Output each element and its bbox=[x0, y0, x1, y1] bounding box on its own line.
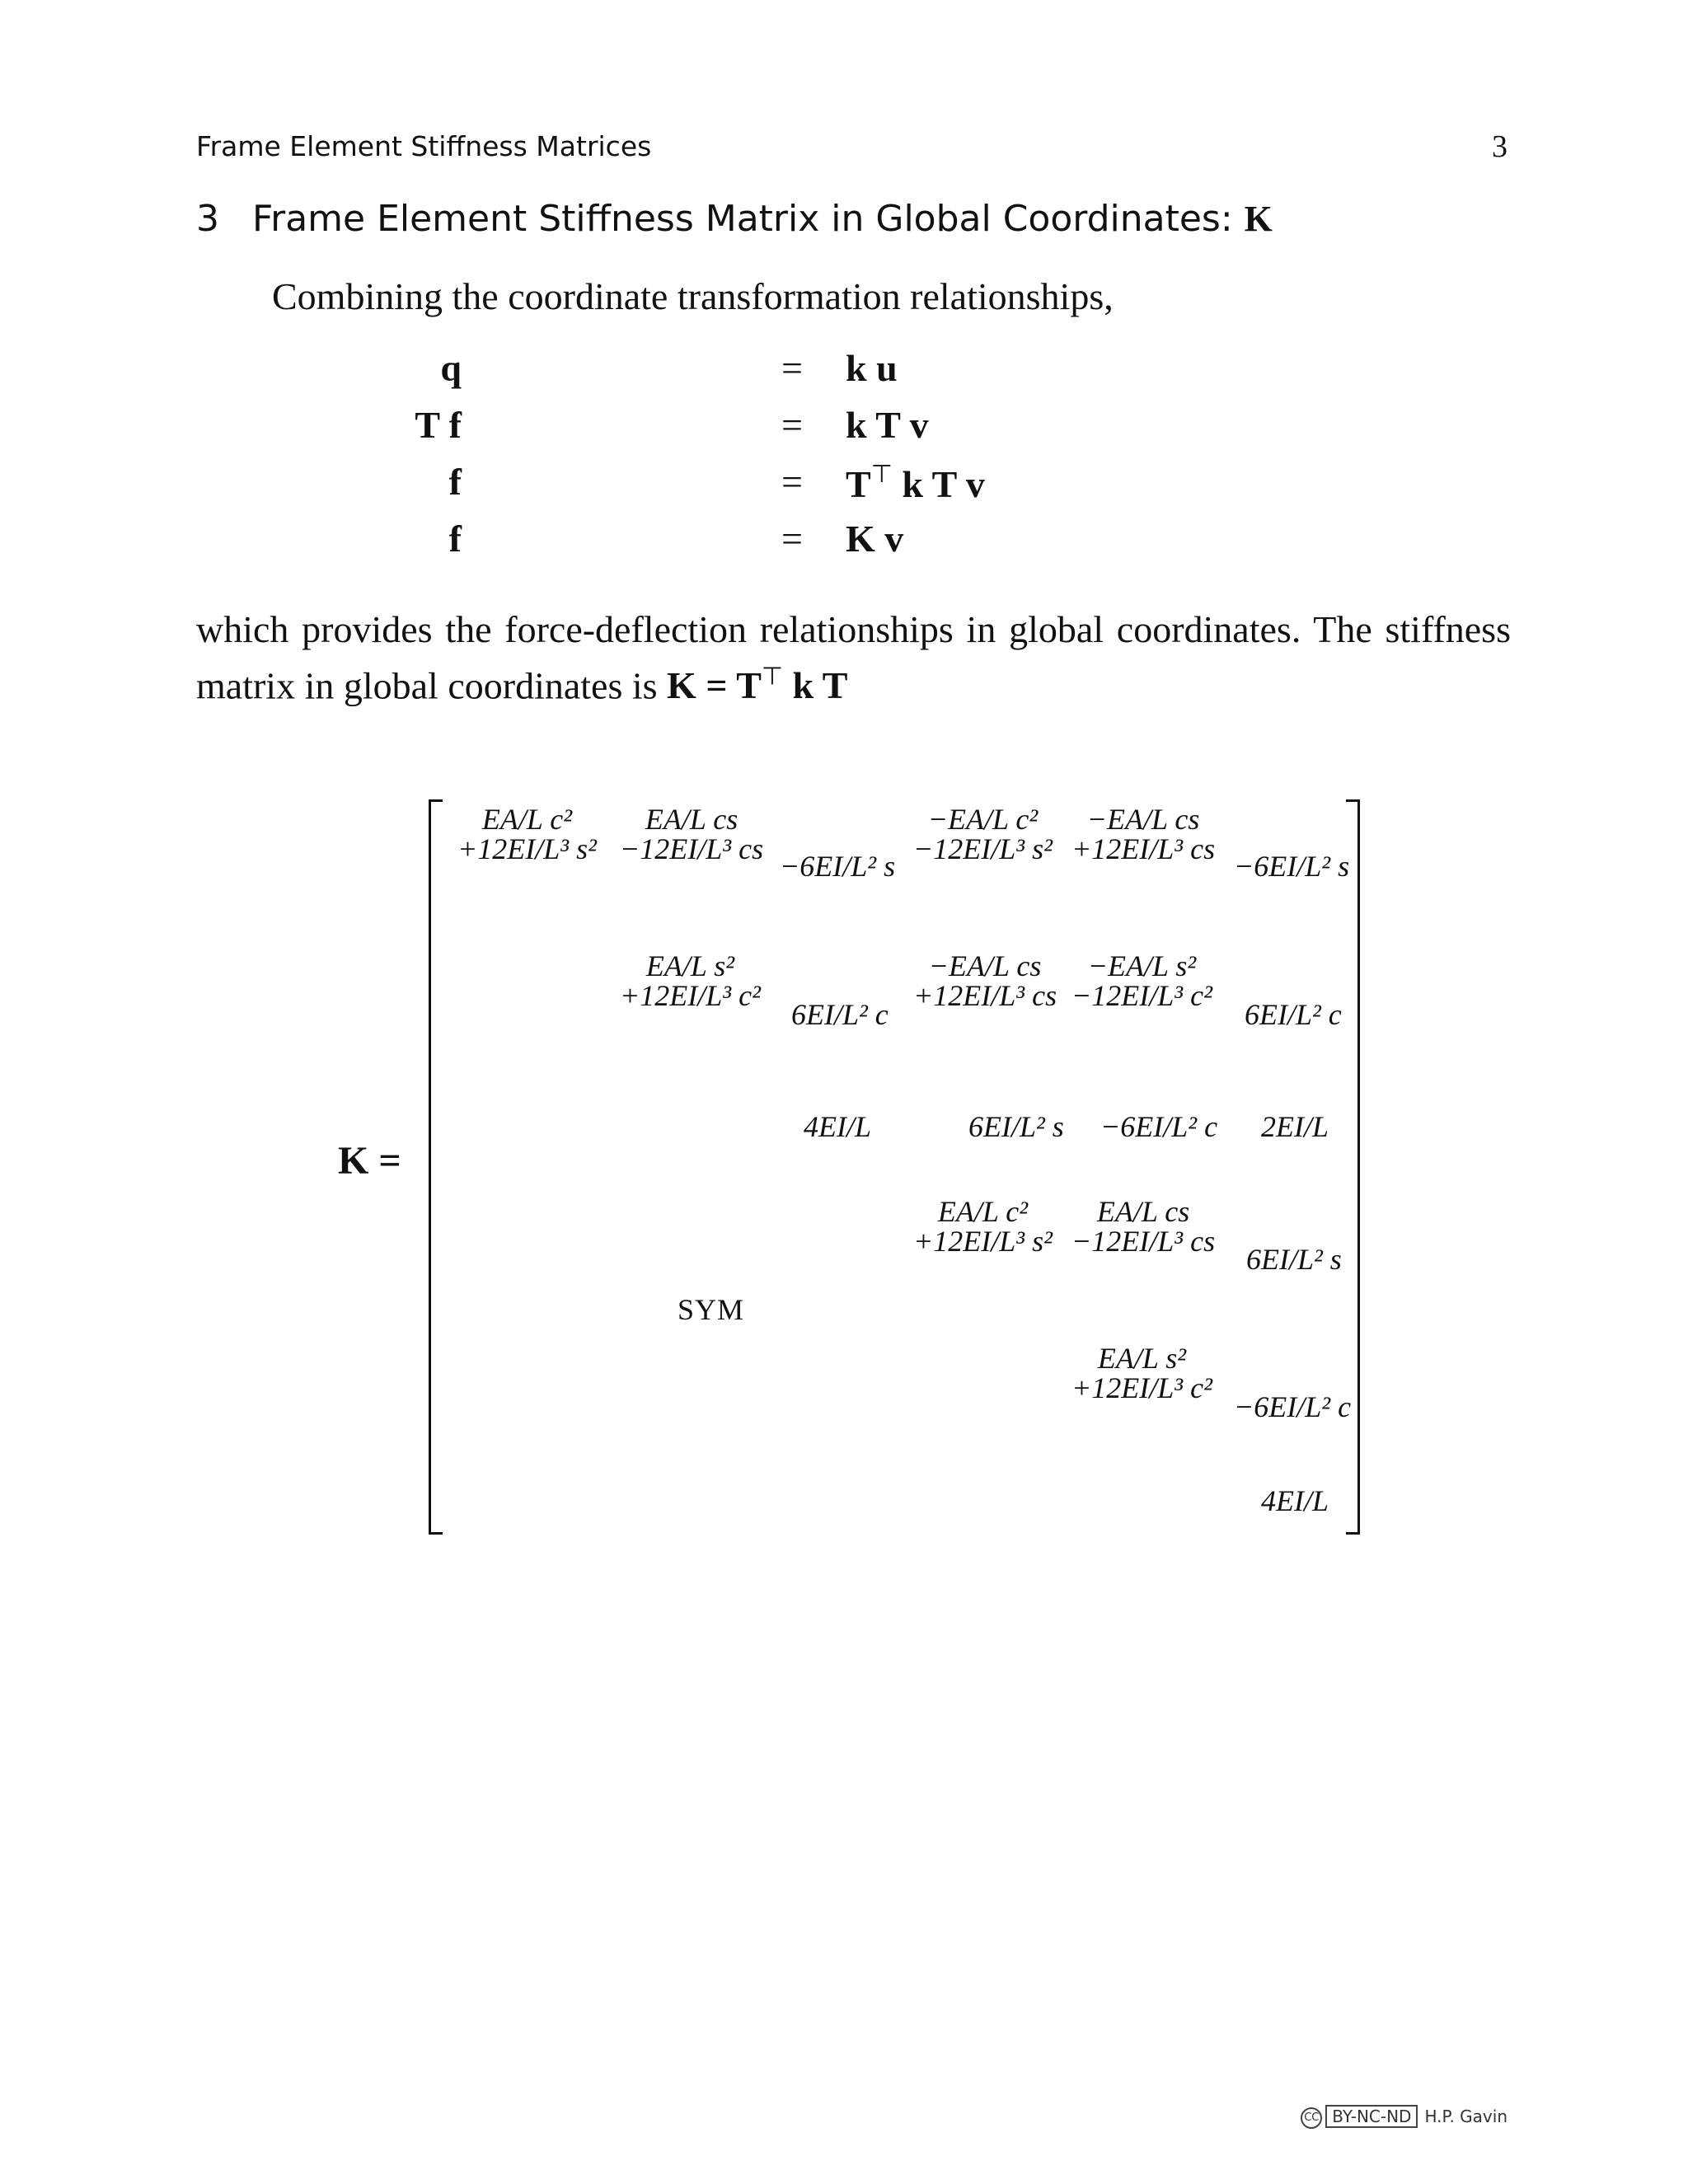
transpose-symbol: ⊤ bbox=[870, 460, 893, 489]
equation-rhs bbox=[846, 460, 985, 506]
matrix-cell: 4EI/L bbox=[804, 1110, 872, 1143]
cell-term: +12EI/L³ c² bbox=[620, 979, 761, 1012]
matrix-cell bbox=[1071, 804, 1215, 864]
matrix-lhs bbox=[338, 1138, 401, 1183]
formula-transpose: ⊤ bbox=[761, 663, 784, 691]
equation-lhs: q bbox=[440, 347, 462, 389]
matrix-cell: −6EI/L² s bbox=[1234, 850, 1350, 883]
cell-term: +12EI/L³ s² bbox=[457, 832, 597, 865]
matrix-cell bbox=[1071, 1197, 1215, 1256]
section-number: 3 bbox=[196, 198, 219, 240]
matrix-cell: −6EI/L² c bbox=[1100, 1110, 1218, 1143]
matrix-cell bbox=[620, 951, 761, 1010]
equation-rhs: K v bbox=[846, 518, 904, 560]
matrix-cell bbox=[913, 1197, 1053, 1256]
cell-term: −12EI/L³ cs bbox=[1071, 1225, 1216, 1258]
running-title: Frame Element Stiffness Matrices bbox=[196, 130, 652, 162]
equation-rhs-rest: k T v bbox=[902, 463, 985, 505]
equation-lhs: f bbox=[448, 518, 462, 560]
page-number: 3 bbox=[1492, 129, 1507, 164]
section-title: Frame Element Stiffness Matrix in Global Coordinates: bbox=[252, 198, 1233, 240]
section-heading bbox=[196, 198, 1273, 240]
equation-rhs: k T v bbox=[846, 404, 929, 446]
cell-term: −12EI/L³ cs bbox=[620, 832, 764, 865]
matrix-left-bracket bbox=[429, 799, 443, 1535]
equals-sign: = bbox=[781, 518, 803, 560]
matrix-cell bbox=[913, 804, 1053, 864]
formula-rhs: k T bbox=[792, 664, 848, 707]
transpose-base: T bbox=[846, 463, 871, 505]
matrix-lhs-label: K = bbox=[338, 1139, 401, 1183]
matrix-cell bbox=[1071, 1343, 1212, 1403]
equation-rhs: k u bbox=[846, 347, 898, 389]
inline-formula bbox=[667, 664, 847, 706]
matrix-cell: −6EI/L² c bbox=[1234, 1390, 1352, 1423]
matrix-cell: 6EI/L² c bbox=[1245, 998, 1342, 1031]
matrix-cell: −6EI/L² s bbox=[780, 850, 896, 883]
matrix-cell bbox=[1071, 951, 1212, 1010]
equals-sign: = bbox=[781, 347, 803, 389]
matrix-cell: 6EI/L² s bbox=[968, 1110, 1064, 1143]
license-badge: BY-NC-ND bbox=[1325, 2105, 1418, 2128]
matrix-cell bbox=[620, 804, 763, 864]
cell-term: −EA/L cs bbox=[928, 949, 1042, 982]
formula-lhs: K = T bbox=[667, 664, 762, 707]
matrix-cell: 2EI/L bbox=[1261, 1110, 1329, 1143]
equals-sign: = bbox=[781, 404, 803, 446]
cell-term: EA/L c² bbox=[937, 1195, 1028, 1228]
cell-term: EA/L s² bbox=[1097, 1342, 1186, 1375]
matrix-cell: 4EI/L bbox=[1261, 1484, 1329, 1517]
body-paragraph bbox=[196, 606, 1511, 710]
cell-term: EA/L cs bbox=[645, 803, 738, 836]
license-footer bbox=[1301, 2107, 1507, 2129]
cell-term: EA/L cs bbox=[1096, 1195, 1190, 1228]
matrix-cell bbox=[913, 951, 1057, 1010]
equation-lhs: f bbox=[448, 461, 462, 503]
cell-term: +12EI/L³ cs bbox=[1071, 832, 1216, 865]
symmetric-label: SYM bbox=[678, 1293, 745, 1326]
cell-term: −EA/L c² bbox=[927, 803, 1039, 836]
matrix-cell: 6EI/L² s bbox=[1246, 1243, 1342, 1276]
matrix-cell: 6EI/L² c bbox=[791, 998, 889, 1031]
intro-text: Combining the coordinate transformation relationships, bbox=[272, 275, 1114, 317]
cell-term: −EA/L s² bbox=[1087, 949, 1197, 982]
author-name: H.P. Gavin bbox=[1424, 2107, 1507, 2126]
matrix-cell bbox=[457, 804, 597, 864]
cell-term: −12EI/L³ s² bbox=[913, 832, 1053, 865]
cell-term: EA/L s² bbox=[645, 949, 734, 982]
section-symbol: K bbox=[1244, 199, 1273, 239]
matrix-right-bracket bbox=[1346, 799, 1360, 1535]
equation-lhs: T f bbox=[415, 404, 462, 446]
cell-term: +12EI/L³ cs bbox=[913, 979, 1057, 1012]
paragraph-text: which provides the force-deflection relationships in global coordinates. The stiffness matrix in global coordinates is bbox=[196, 608, 1511, 707]
equals-sign: = bbox=[781, 461, 803, 503]
cell-term: +12EI/L³ s² bbox=[913, 1225, 1053, 1258]
cell-term: −EA/L cs bbox=[1086, 803, 1200, 836]
cell-term: +12EI/L³ c² bbox=[1071, 1371, 1212, 1404]
cell-term: EA/L c² bbox=[481, 803, 572, 836]
cell-term: −12EI/L³ c² bbox=[1071, 979, 1212, 1012]
creative-commons-icon: CC bbox=[1301, 2107, 1322, 2129]
